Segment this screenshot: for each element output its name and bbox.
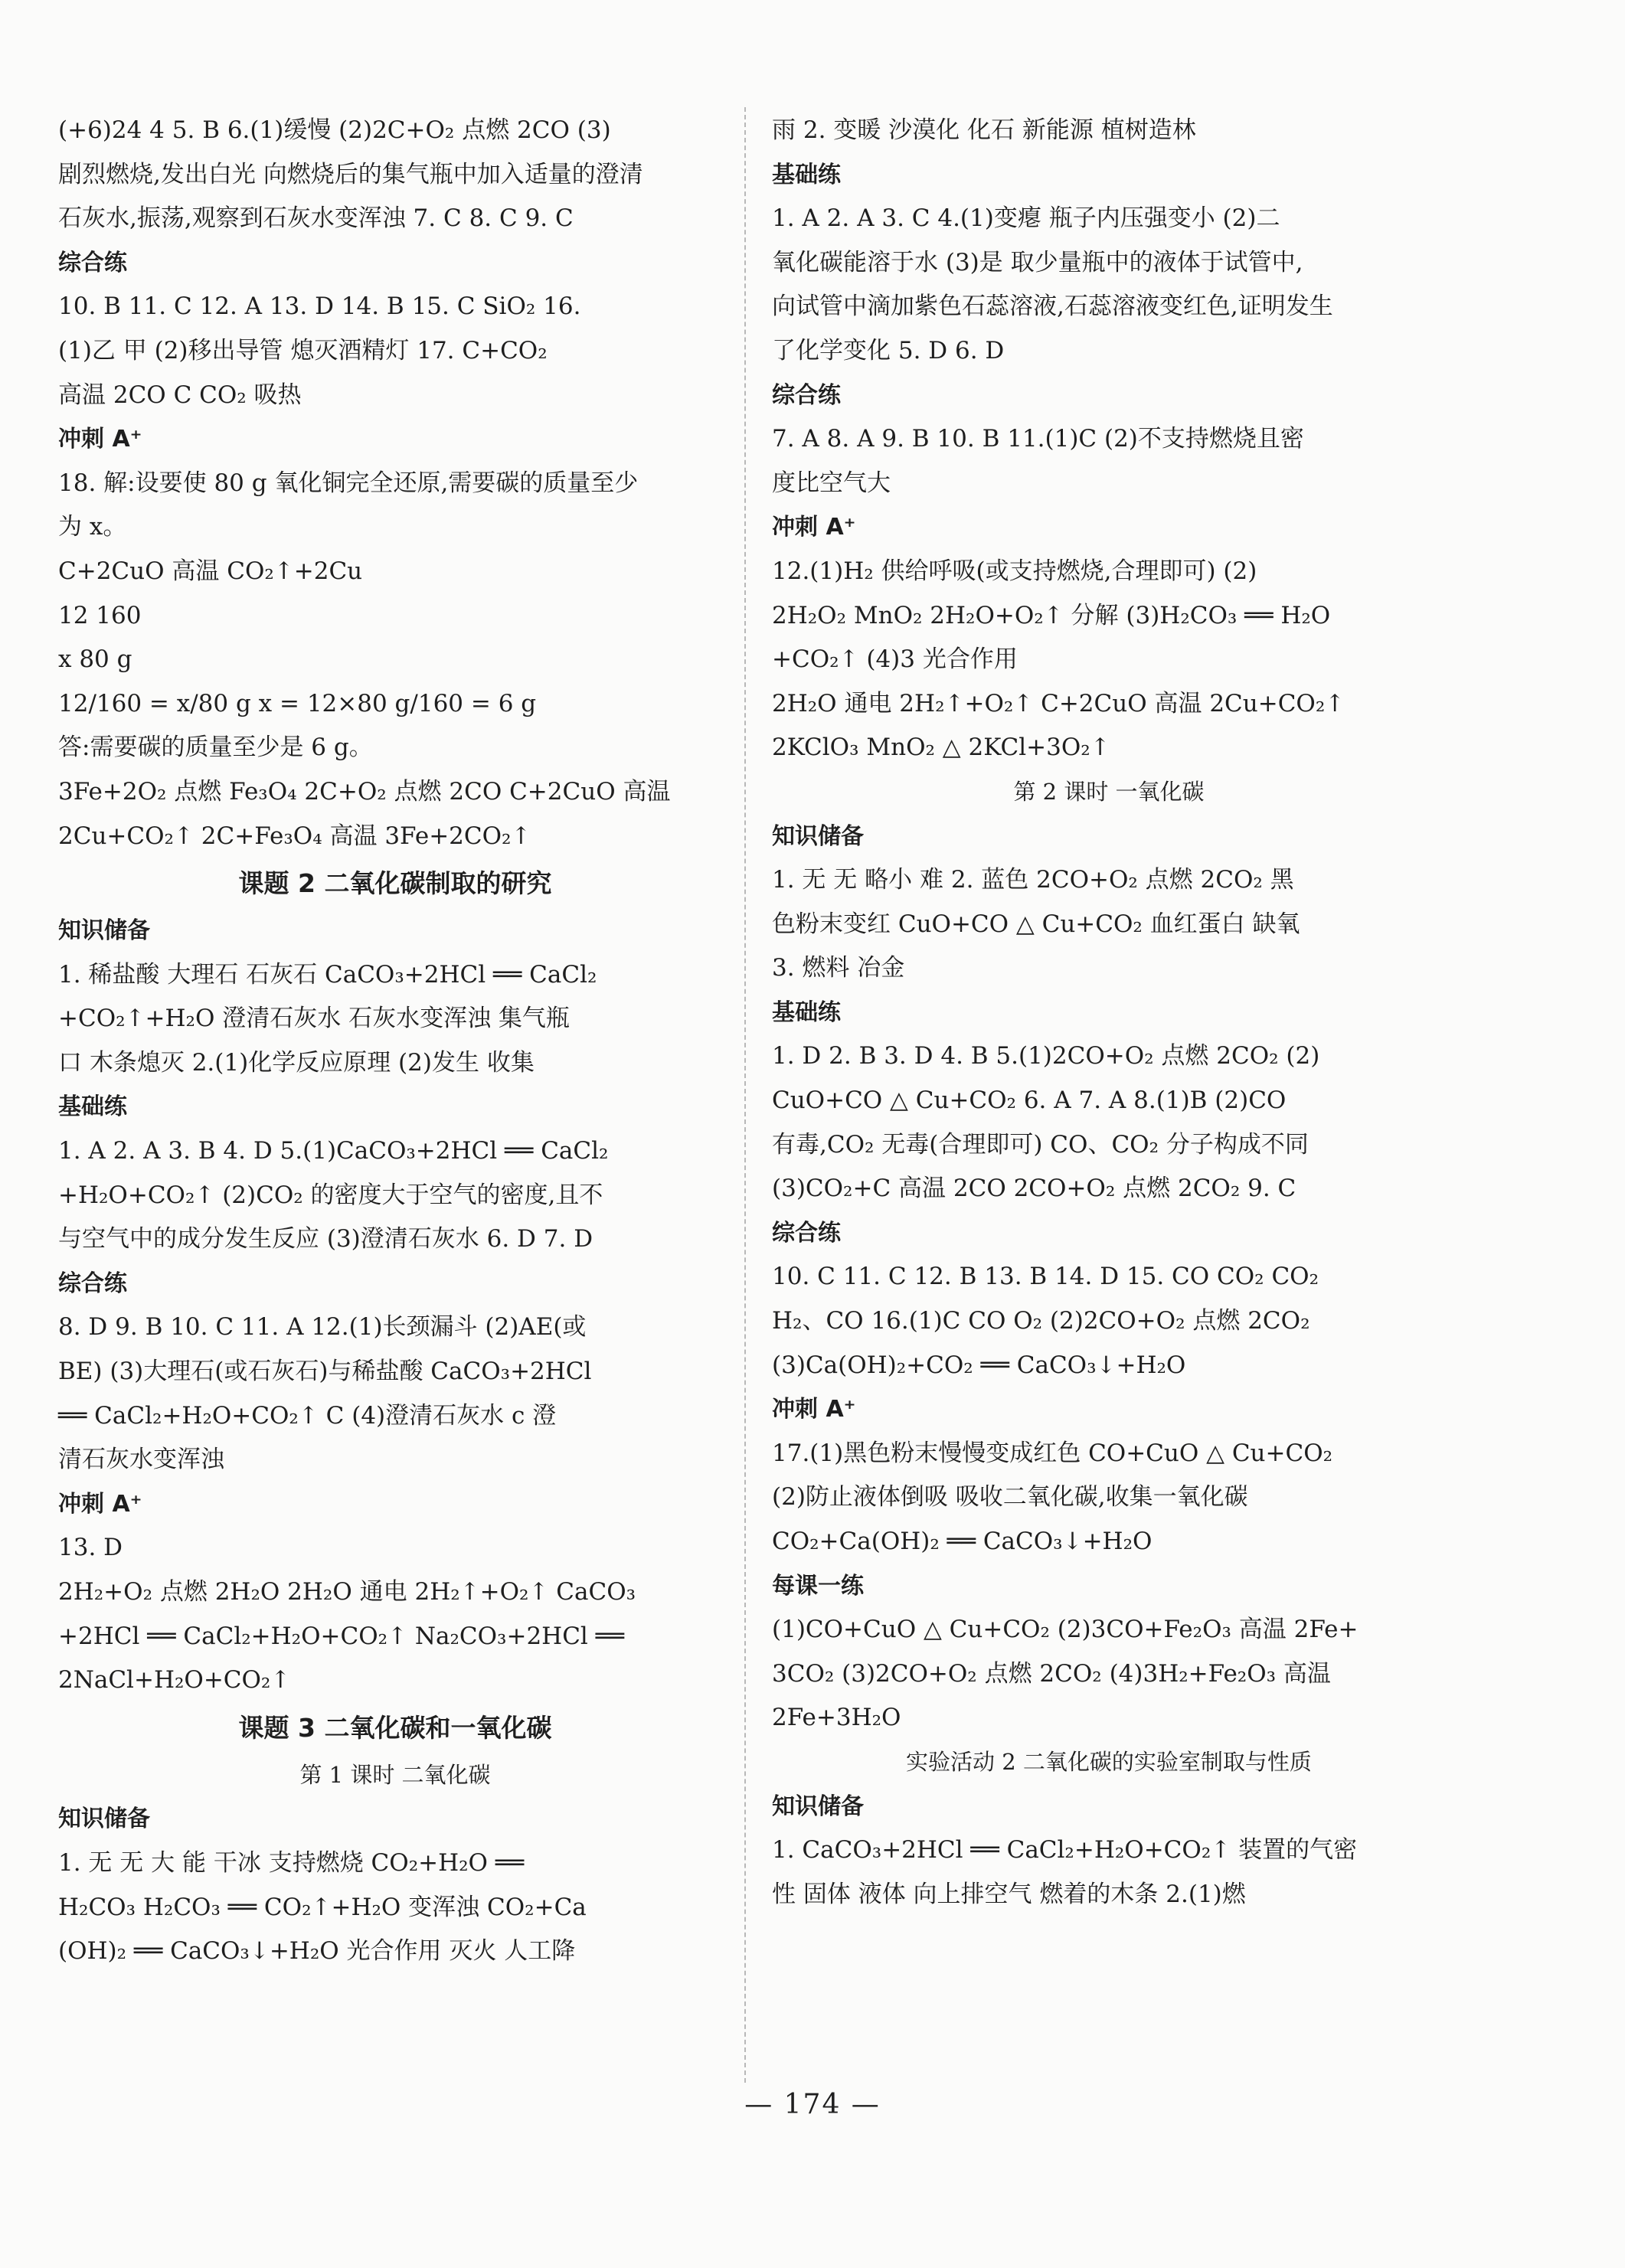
answer-line: 10. B 11. C 12. A 13. D 14. B 15. C SiO₂ 16. xyxy=(58,292,581,321)
answer-line: 石灰水,振荡,观察到石灰水变浑浊 7. C 8. C 9. C xyxy=(58,204,574,233)
answer-line: (1)CO+CuO △ Cu+CO₂ (2)3CO+Fe₂O₃ 高温 2Fe+ xyxy=(772,1616,1359,1644)
answer-line: 18. 解:设要使 80 g 氧化铜完全还原,需要碳的质量至少 xyxy=(58,469,639,497)
section-heading: 综合练 xyxy=(58,1270,127,1297)
answer-line: 1. D 2. B 3. D 4. B 5.(1)2CO+O₂ 点燃 2CO₂ (2) xyxy=(772,1042,1320,1070)
column-divider xyxy=(744,107,746,2083)
answer-line: (+6)24 4 5. B 6.(1)缓慢 (2)2C+O₂ 点燃 2CO (3) xyxy=(58,116,611,144)
answer-line: 2H₂O 通电 2H₂↑+O₂↑ C+2CuO 高温 2Cu+CO₂↑ xyxy=(772,689,1345,717)
section-heading: 冲刺 A⁺ xyxy=(772,1396,856,1423)
answer-line: 1. A 2. A 3. B 4. D 5.(1)CaCO₃+2HCl ══ CaCl₂ xyxy=(58,1137,609,1165)
lesson-title: 实验活动 2 二氧化碳的实验室制取与性质 xyxy=(906,1748,1312,1775)
answer-line: 高温 2CO C CO₂ 吸热 xyxy=(58,381,302,409)
lesson-title: 第 1 课时 二氧化碳 xyxy=(299,1761,491,1788)
answer-line: 13. D xyxy=(58,1534,123,1562)
answer-line: 2Cu+CO₂↑ 2C+Fe₃O₄ 高温 3Fe+2CO₂↑ xyxy=(58,822,531,850)
section-heading: 冲刺 A⁺ xyxy=(772,514,856,541)
answer-line: 了化学变化 5. D 6. D xyxy=(772,336,1005,364)
answer-line: 2H₂O₂ MnO₂ 2H₂O+O₂↑ 分解 (3)H₂CO₃ ══ H₂O xyxy=(772,601,1331,629)
answer-line: 2KClO₃ MnO₂ △ 2KCl+3O₂↑ xyxy=(772,734,1110,762)
answer-line: 12.(1)H₂ 供给呼吸(或支持燃烧,合理即可) (2) xyxy=(772,557,1257,585)
answer-line: 1. A 2. A 3. C 4.(1)变瘪 瓶子内压强变小 (2)二 xyxy=(772,204,1280,233)
section-heading: 每课一练 xyxy=(772,1572,864,1600)
answer-line: (3)Ca(OH)₂+CO₂ ══ CaCO₃↓+H₂O xyxy=(772,1351,1186,1379)
section-heading: 冲刺 A⁺ xyxy=(58,1490,142,1518)
answer-line: 与空气中的成分发生反应 (3)澄清石灰水 6. D 7. D xyxy=(58,1225,593,1253)
answer-line: 3CO₂ (3)2CO+O₂ 点燃 2CO₂ (4)3H₂+Fe₂O₃ 高温 xyxy=(772,1659,1331,1688)
answer-line: CuO+CO △ Cu+CO₂ 6. A 7. A 8.(1)B (2)CO xyxy=(772,1087,1287,1115)
answer-line: +H₂O+CO₂↑ (2)CO₂ 的密度大于空气的密度,且不 xyxy=(58,1181,603,1209)
answer-line: 10. C 11. C 12. B 13. B 14. D 15. CO CO₂ CO₂ xyxy=(772,1263,1319,1291)
section-heading: 基础练 xyxy=(772,998,841,1026)
answer-line: 度比空气大 xyxy=(772,469,891,497)
right-column xyxy=(772,109,1446,1917)
answer-line: (2)防止液体倒吸 吸收二氧化碳,收集一氧化碳 xyxy=(772,1483,1248,1511)
lesson-title: 课题 3 二氧化碳和一氧化碳 xyxy=(238,1712,552,1743)
lesson-title: 第 2 课时 一氧化碳 xyxy=(1013,778,1205,805)
answer-line: C+2CuO 高温 CO₂↑+2Cu xyxy=(58,557,363,585)
answer-line: (1)乙 甲 (2)移出导管 熄灭酒精灯 17. C+CO₂ xyxy=(58,336,548,364)
answer-line: 向试管中滴加紫色石蕊溶液,石蕊溶液变红色,证明发生 xyxy=(772,292,1333,321)
answer-line: 12 160 xyxy=(58,601,142,629)
answer-line: 1. 无 无 大 能 干冰 支持燃烧 CO₂+H₂O ══ xyxy=(58,1848,525,1877)
section-heading: 知识储备 xyxy=(58,1806,150,1833)
answer-line: 1. 无 无 略小 难 2. 蓝色 2CO+O₂ 点燃 2CO₂ 黑 xyxy=(772,866,1294,894)
answer-line: 剧烈燃烧,发出白光 向燃烧后的集气瓶中加入适量的澄清 xyxy=(58,160,643,188)
answer-line: 口 木条熄灭 2.(1)化学反应原理 (2)发生 收集 xyxy=(58,1048,535,1077)
section-heading: 知识储备 xyxy=(58,917,150,945)
answer-line: +CO₂↑+H₂O 澄清石灰水 石灰水变浑浊 集气瓶 xyxy=(58,1005,570,1033)
section-heading: 冲刺 A⁺ xyxy=(58,426,142,453)
answer-line: 8. D 9. B 10. C 11. A 12.(1)长颈漏斗 (2)AE(或 xyxy=(58,1313,587,1342)
answer-line: 12/160 = x/80 g x = 12×80 g/160 = 6 g xyxy=(58,689,537,717)
answer-line: +CO₂↑ (4)3 光合作用 xyxy=(772,645,1018,674)
answer-line: H₂CO₃ H₂CO₃ ══ CO₂↑+H₂O 变浑浊 CO₂+Ca xyxy=(58,1893,587,1921)
answer-line: +2HCl ══ CaCl₂+H₂O+CO₂↑ Na₂CO₃+2HCl ══ xyxy=(58,1622,625,1650)
answer-line: 7. A 8. A 9. B 10. B 11.(1)C (2)不支持燃烧且密 xyxy=(772,425,1304,453)
answer-line: (OH)₂ ══ CaCO₃↓+H₂O 光合作用 灭火 人工降 xyxy=(58,1937,576,1966)
answer-line: 答:需要碳的质量至少是 6 g。 xyxy=(58,734,373,762)
answer-line: 2Fe+3H₂O xyxy=(772,1704,901,1732)
answer-line: 2NaCl+H₂O+CO₂↑ xyxy=(58,1666,291,1694)
answer-line: ══ CaCl₂+H₂O+CO₂↑ C (4)澄清石灰水 c 澄 xyxy=(58,1401,557,1430)
answer-line: 性 固体 液体 向上排空气 燃着的木条 2.(1)燃 xyxy=(772,1880,1246,1908)
section-heading: 知识储备 xyxy=(772,822,864,850)
answer-line: 氧化碳能溶于水 (3)是 取少量瓶中的液体于试管中, xyxy=(772,248,1303,276)
section-heading: 知识储备 xyxy=(772,1793,864,1820)
answer-line: 17.(1)黑色粉末慢慢变成红色 CO+CuO △ Cu+CO₂ xyxy=(772,1439,1333,1467)
page-number: — 174 — xyxy=(744,2089,881,2120)
answer-line: 清石灰水变浑浊 xyxy=(58,1446,224,1474)
answer-line: (3)CO₂+C 高温 2CO 2CO+O₂ 点燃 2CO₂ 9. C xyxy=(772,1175,1296,1203)
answer-line: 为 x。 xyxy=(58,513,127,541)
section-heading: 基础练 xyxy=(772,161,841,188)
section-heading: 综合练 xyxy=(58,249,127,276)
answer-line: 1. 稀盐酸 大理石 石灰石 CaCO₃+2HCl ══ CaCl₂ xyxy=(58,960,597,989)
answer-line: 雨 2. 变暖 沙漠化 化石 新能源 植树造林 xyxy=(772,116,1196,144)
section-heading: 综合练 xyxy=(772,1219,841,1247)
answer-line: 有毒,CO₂ 无毒(合理即可) CO、CO₂ 分子构成不同 xyxy=(772,1130,1309,1159)
answer-line: BE) (3)大理石(或石灰石)与稀盐酸 CaCO₃+2HCl xyxy=(58,1358,592,1386)
answer-line: 3Fe+2O₂ 点燃 Fe₃O₄ 2C+O₂ 点燃 2CO C+2CuO 高温 xyxy=(58,777,671,806)
answer-line: H₂、CO 16.(1)C CO O₂ (2)2CO+O₂ 点燃 2CO₂ xyxy=(772,1307,1310,1335)
answer-line: 3. 燃料 冶金 xyxy=(772,954,905,982)
left-column xyxy=(58,109,732,1974)
answer-line: 1. CaCO₃+2HCl ══ CaCl₂+H₂O+CO₂↑ 装置的气密 xyxy=(772,1836,1358,1864)
answer-line: 色粉末变红 CuO+CO △ Cu+CO₂ 血红蛋白 缺氧 xyxy=(772,910,1300,938)
answer-line: 2H₂+O₂ 点燃 2H₂O 2H₂O 通电 2H₂↑+O₂↑ CaCO₃ xyxy=(58,1578,636,1606)
answer-line: x 80 g xyxy=(58,645,132,674)
section-heading: 基础练 xyxy=(58,1093,127,1121)
answer-line: CO₂+Ca(OH)₂ ══ CaCO₃↓+H₂O xyxy=(772,1528,1153,1555)
lesson-title: 课题 2 二氧化碳制取的研究 xyxy=(238,868,552,899)
section-heading: 综合练 xyxy=(772,381,841,409)
